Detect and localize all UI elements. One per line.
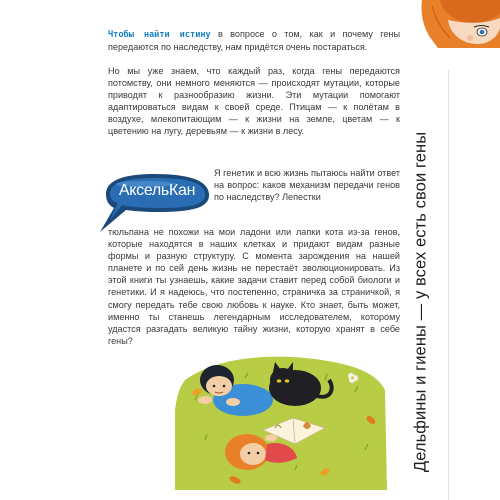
geneticist-quote-body: тюльпана не похожи на мои ладони или лапки кота из-за генов, которые находятся в наших клетках и придают видам разные формы и разную структуру. С момента зарождения на нашей планете и по сей день жизнь не перестаёт эволюционировать. Из этой книги ты узнаешь, какие задачи ставит перед собой биологи и генетики. И я надеюсь, что постепенно, страничка за страничкой, я смогу передать тебе свою любовь к науке. Кто знает, быть может, именно ты станешь легендарным исследователем, которому удастся разгадать великую тайну жизни, которую хранят в себе гены? bbox=[108, 227, 400, 346]
intro-rest: в вопросе о том, как и почему гены передаются по наследству, нам придётся очень постараться. bbox=[108, 29, 400, 53]
mutations-paragraph: Но мы уже знаем, что каждый раз, когда гены передаются потомству, они немного меняются — происходят мутации, которые приводят к разнообразию жизни. Эти мутации помогают адаптироваться видам к своей среде. Птицам — к полётам в воздухе, млекопитающим — к жизни на земле, цветам — к цветению на лугу, деревьям — к жизни в лесу. bbox=[108, 66, 400, 137]
quote-author-name: АксельКан bbox=[118, 182, 196, 199]
geneticist-quote-intro: Я генетик и всю жизнь пытаюсь найти ответ на вопрос: каков механизм передачи генов по наследству? Лепестки bbox=[214, 168, 400, 203]
side-divider bbox=[448, 70, 449, 500]
side-title bbox=[407, 112, 435, 492]
intro-lead-phrase: Чтобы найти истину bbox=[108, 30, 211, 40]
side-title-text: Дельфины и гиены — у всех есть свои гены bbox=[411, 131, 430, 473]
children-reading-illustration bbox=[175, 340, 387, 490]
intro-paragraph bbox=[108, 28, 400, 53]
girl-portrait-illustration bbox=[402, 0, 500, 48]
